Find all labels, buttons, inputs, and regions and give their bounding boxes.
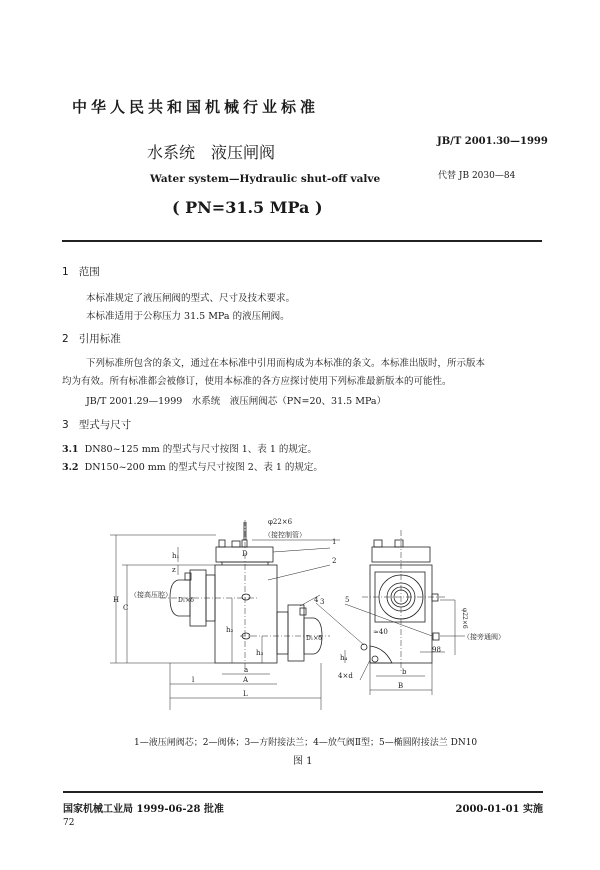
dim-label-z: z bbox=[172, 566, 176, 574]
callout-5: 5 bbox=[345, 596, 350, 604]
dim-label-D: D bbox=[242, 550, 248, 558]
callout-1: 1 bbox=[332, 538, 337, 546]
dim-label-B: B bbox=[398, 682, 404, 690]
dim-label-b: b bbox=[402, 668, 407, 676]
dim-label-H: H bbox=[113, 596, 120, 604]
figure-number: 图 1 bbox=[293, 756, 313, 767]
pipe-spec: φ22×6 bbox=[268, 518, 293, 526]
callout-3: 3 bbox=[320, 598, 325, 606]
dim-label-A: A bbox=[243, 676, 249, 684]
section-title: 范围 bbox=[78, 266, 100, 278]
paragraph: 本标准适用于公称压力 31.5 MPa 的液压闸阀。 bbox=[86, 311, 290, 322]
paragraph: 均为有效。所有标准都会被修订，使用本标准的各方应探讨使用下列标准最新版本的可能性。 bbox=[62, 376, 452, 387]
approval-note: 国家机械工业局 1999-06-28 批准 bbox=[63, 804, 224, 815]
dim-label-holes: 4×d bbox=[338, 672, 353, 680]
front-view bbox=[110, 518, 340, 710]
dim-label-a: a bbox=[244, 666, 249, 674]
clause-text: DN150~200 mm 的型式与尺寸按图 2、表 1 的规定。 bbox=[84, 462, 323, 473]
paragraph: 下列标准所包含的条文，通过在本标准中引用而构成为本标准的条文。本标准出版时，所示版本 bbox=[86, 358, 486, 369]
replaces-note: 代替 JB 2030—84 bbox=[438, 171, 516, 181]
section-number: 3 bbox=[62, 419, 69, 431]
side-view bbox=[314, 530, 505, 695]
paragraph: 本标准规定了液压闸阀的型式、尺寸及技术要求。 bbox=[86, 293, 296, 304]
pressure-rating: ( PN=31.5 MPa ) bbox=[172, 198, 323, 217]
dim-label-h2: h₂ bbox=[226, 626, 234, 634]
section-title: 引用标准 bbox=[78, 333, 121, 345]
bypass-note: （接旁通阀） bbox=[463, 633, 505, 641]
section-number: 1 bbox=[62, 266, 69, 278]
valve-body bbox=[215, 565, 277, 663]
page-number: 72 bbox=[63, 818, 75, 828]
dim-label-approx40: ≈40 bbox=[373, 628, 388, 636]
dim-label-98: 98 bbox=[432, 646, 441, 654]
section-title: 型式与尺寸 bbox=[78, 419, 132, 431]
flange-label: D₁×δ bbox=[306, 635, 322, 642]
clause-number: 3.2 bbox=[62, 462, 79, 473]
dim-label-C: C bbox=[123, 604, 129, 612]
issuing-organization: 中华人民共和国机械行业标准 bbox=[72, 98, 320, 116]
title-chinese: 水系统 液压闸阀 bbox=[147, 143, 276, 162]
flange-label: D₁×δ bbox=[178, 597, 194, 604]
section-number: 2 bbox=[62, 333, 69, 345]
dim-label-h3: h₃ bbox=[256, 649, 264, 657]
dim-label-h4: h₄ bbox=[340, 654, 348, 662]
standard-number: JB/T 2001.30—1999 bbox=[437, 136, 548, 147]
title-english: Water system—Hydraulic shut-off valve bbox=[150, 173, 381, 185]
callout-4: 4 bbox=[314, 596, 319, 604]
control-pipe-note: （接控制管） bbox=[264, 531, 306, 539]
clause-text: DN80~125 mm 的型式与尺寸按图 1、表 1 的规定。 bbox=[84, 444, 317, 455]
clause-number: 3.1 bbox=[62, 444, 79, 455]
pipe-spec-side: φ22×6 bbox=[461, 608, 468, 629]
referenced-standard: JB/T 2001.29—1999 水系统 液压闸阀芯（PN=20、31.5 MPa） bbox=[86, 396, 387, 407]
footer-rule bbox=[63, 791, 543, 793]
dim-label-l: l bbox=[192, 676, 195, 684]
dim-label-L: L bbox=[243, 690, 248, 698]
effective-date: 2000-01-01 实施 bbox=[455, 804, 543, 815]
high-pressure-note: （接高压腔） bbox=[130, 591, 172, 599]
dim-label-h1: h₁ bbox=[172, 552, 180, 560]
figure-caption: 1—液压闸阀芯；2—阀体；3—方附接法兰；4—放气阀Ⅱ型；5—椭圆附接法兰 DN10 bbox=[134, 738, 478, 748]
callout-2: 2 bbox=[332, 557, 337, 565]
